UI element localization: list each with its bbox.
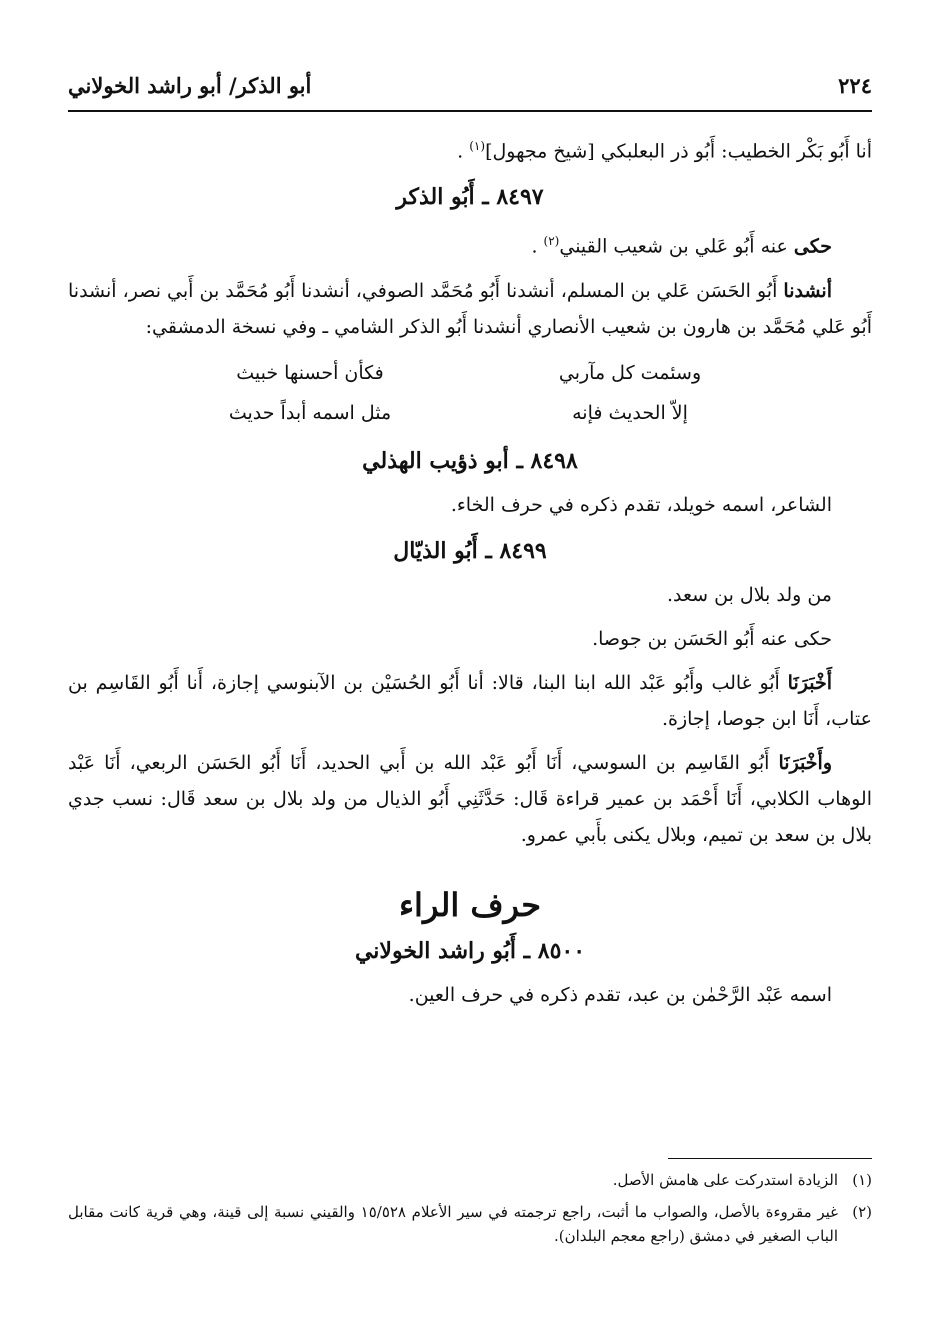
page-header <box>68 62 872 108</box>
paragraph-5: من ولد بلال بن سعد. <box>666 583 832 606</box>
footnote-rule <box>668 1158 872 1159</box>
paragraph-2: حكى عنه أَبُو عَلي بن شعيب القيني$^{(٢)}$ . <box>531 234 832 258</box>
paragraph-7: أَخْبَرَنَا أَبُو غالب وأَبُو عَبْد الله ابنا البنا، قالا: أنا أَبُو الحُسَيْن بن الآبنوسي إجازة، أَنا أَبُو القَاسِم بن عتاب، أَنَا ابن جوصا، إجازة. <box>68 671 872 730</box>
paragraph-6: حكى عنه أَبُو الحَسَن بن جوصا. <box>592 627 832 650</box>
entry-heading-8499: ٨٤٩٩ ـ أَبُو الذيّال <box>393 537 547 564</box>
main-text <box>68 128 872 1021</box>
footnotes <box>68 1168 872 1256</box>
header-rule <box>68 110 872 112</box>
paragraph-3: أنشدنا أَبُو الحَسَن عَلي بن المسلم، أنشدنا أَبُو مُحَمَّد الصوفي، أنشدنا أَبُو مُحَمَّد بن أَبي نصر، أنشدنا أَبُو عَلي مُحَمَّد بن هارون بن شعيب الأنصاري أنشدنا أَبُو الذكر الشامي ـ وفي نسخة الدمشقي: <box>68 279 872 338</box>
paragraph-4: الشاعر، اسمه خويلد، تقدم ذكره في حرف الخاء. <box>450 493 832 516</box>
footnote-ref-2[interactable]: (٢) <box>543 234 560 249</box>
poem-line <box>190 353 750 393</box>
poem <box>190 353 750 433</box>
footnote-ref-1[interactable]: (١) <box>469 139 486 153</box>
footnote-number: (٢) <box>852 1203 872 1221</box>
footnote-2 <box>68 1200 872 1248</box>
page-number: ٢٢٤ <box>838 72 872 98</box>
paragraph-8: وأَخْبَرَنَا أَبُو القَاسِم بن السوسي، أَنَا أَبُو عَبْد الله بن أَبي الحديد، أَنَا أَبُو الحَسَن الربعي، أَنَا عَبْد الوهاب الكلابي، أَنَا أَحْمَد بن عمير قراءة قَال: حَدَّثَنِي أَبُو الذيال من ولد بلال بن سعد قَال: نسب جدي بلال بن سعد بن تميم، وبلال يكنى بأَبي عمرو. <box>68 751 872 846</box>
footnote-text: غير مقروءة بالأصل، والصواب ما أثبت، راجع ترجمته في سير الأعلام ١٥/٥٢٨ والقيني نسبة إلى قينة، وهي قرية كانت مقابل الباب الصغير في دمشق (راجع معجم البلدان). <box>68 1203 839 1245</box>
running-title: أبو الذكر/ أبو راشد الخولاني <box>68 72 312 98</box>
entry-heading-8498: ٨٤٩٨ ـ أبو ذؤيب الهذلي <box>362 447 578 474</box>
entry-heading-8500: ٨٥٠٠ ـ أَبُو راشد الخولاني <box>354 937 586 964</box>
footnote-number: (١) <box>852 1171 872 1189</box>
poem-hemistich-right: وسئمت كل مآربي <box>558 361 702 384</box>
entry-heading-8497: ٨٤٩٧ ـ أَبُو الذكر <box>396 184 544 211</box>
paragraph-1: أنا أَبُو بَكْر الخطيب: أَبُو ذر البعلبكي [شيخ مجهول]$^{(١)}$ . <box>457 139 872 163</box>
footnote-1 <box>68 1168 872 1192</box>
letter-section-heading: حرف الراء <box>399 885 541 924</box>
footnote-text: الزيادة استدركت على هامش الأصل. <box>612 1171 838 1189</box>
poem-hemistich-right: إلاّ الحديث فإنه <box>572 401 688 424</box>
poem-hemistich-left: مثل اسمه أبداً حديث <box>228 401 392 424</box>
poem-line <box>190 393 750 433</box>
paragraph-9: اسمه عَبْد الرَّحْمٰن بن عبد، تقدم ذكره في حرف العين. <box>408 983 832 1006</box>
poem-hemistich-left: فكأن أحسنها خبيث <box>236 361 384 384</box>
